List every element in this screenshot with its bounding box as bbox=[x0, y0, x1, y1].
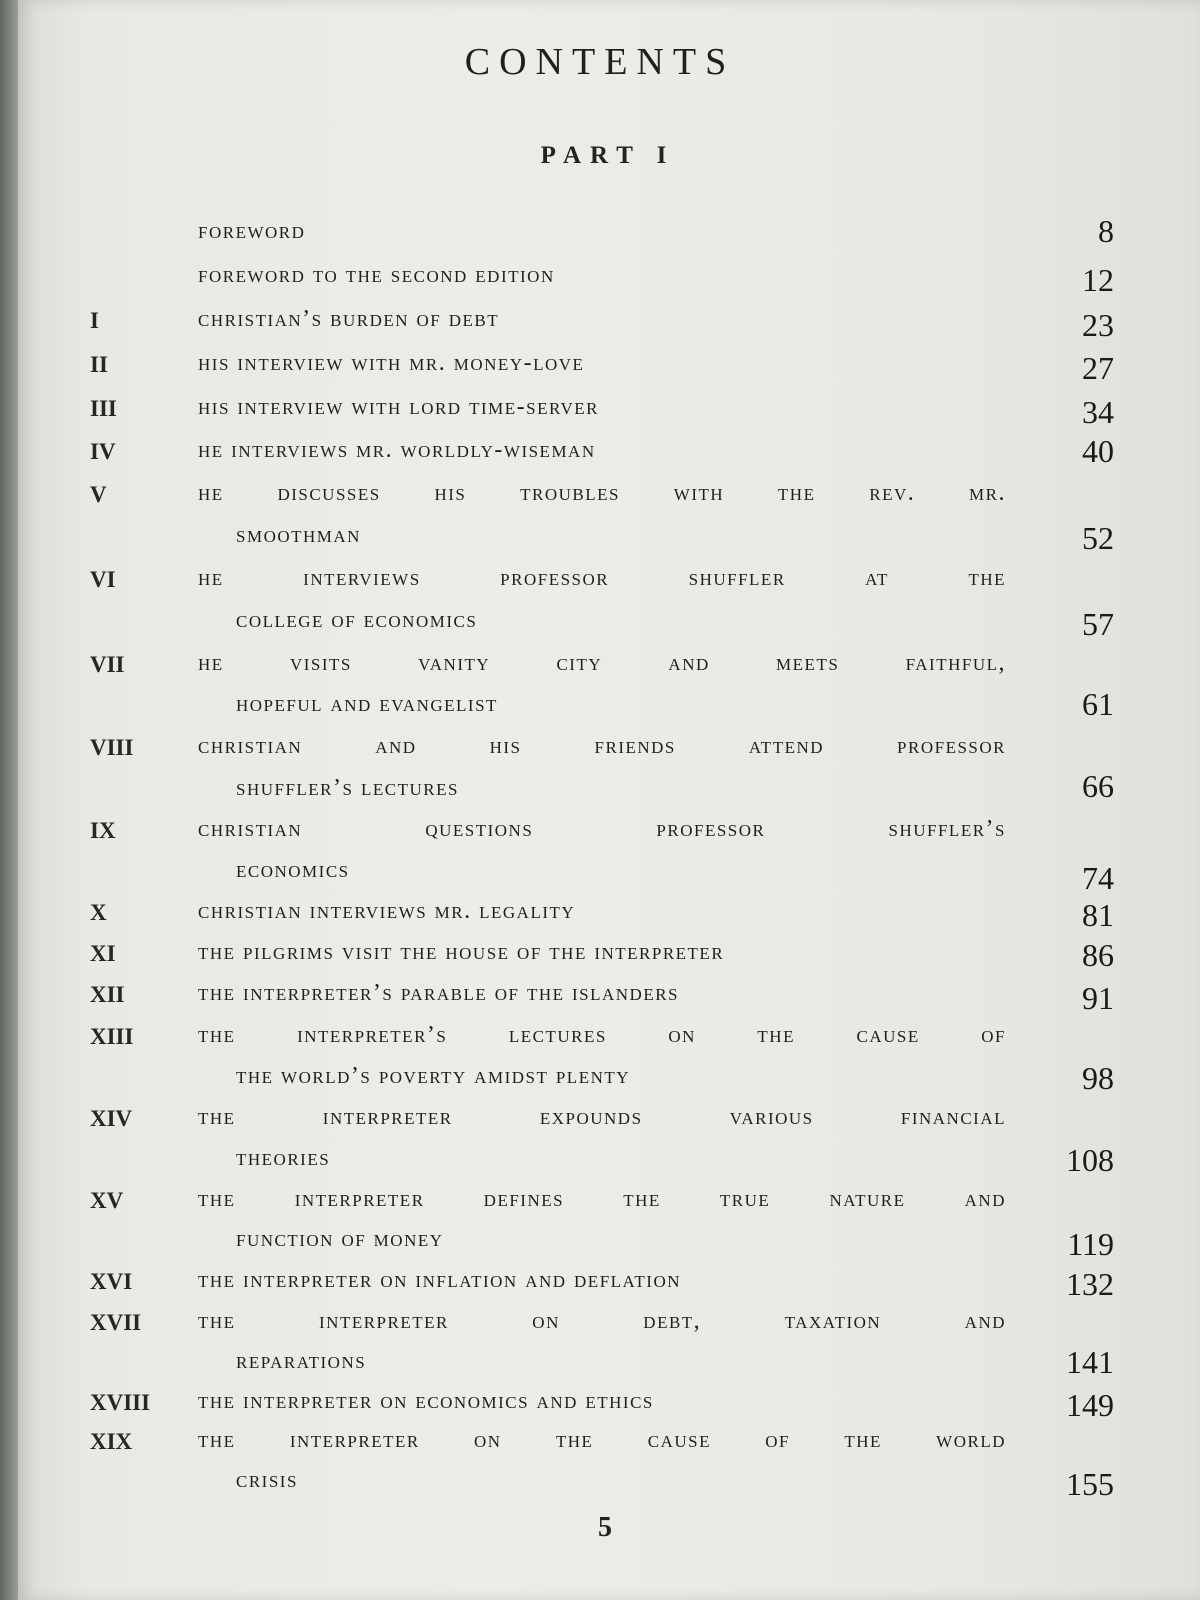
chapter-title: he interviews professor shuffler at the bbox=[198, 565, 1006, 591]
chapter-title: his interview with mr. money-love bbox=[198, 350, 585, 376]
chapter-number: IX bbox=[90, 818, 116, 843]
chapter-title: the interpreter expounds various financial bbox=[198, 1104, 1006, 1130]
page-number: 52 bbox=[1082, 520, 1114, 556]
page-number: 57 bbox=[1082, 606, 1114, 642]
chapter-title-continuation: crisis bbox=[236, 1467, 298, 1493]
chapter-title: foreword bbox=[198, 218, 306, 244]
chapter-title: the interpreter on economics and ethics bbox=[198, 1388, 654, 1414]
chapter-title-continuation: smoothman bbox=[236, 522, 361, 548]
chapter-number: II bbox=[90, 352, 108, 377]
chapter-title: he discusses his troubles with the rev. mr. bbox=[198, 480, 1006, 506]
chapter-title-continuation: reparations bbox=[236, 1348, 367, 1374]
book-spine-shadow bbox=[0, 0, 18, 1600]
page-number: 12 bbox=[1082, 262, 1114, 298]
chapter-number: XIX bbox=[90, 1429, 133, 1454]
chapter-title: christian interviews mr. legality bbox=[198, 898, 576, 924]
chapter-title-continuation: economics bbox=[236, 857, 350, 883]
chapter-title-continuation: function of money bbox=[236, 1226, 444, 1252]
book-page bbox=[18, 0, 1200, 1600]
chapter-title: the interpreter defines the true nature and bbox=[198, 1186, 1006, 1212]
page-number: 27 bbox=[1082, 350, 1114, 386]
chapter-number: III bbox=[90, 396, 117, 421]
chapter-title-continuation: shuffler’s lectures bbox=[236, 775, 459, 801]
chapter-number: XIV bbox=[90, 1106, 133, 1131]
chapter-number: I bbox=[90, 308, 99, 333]
chapter-number: XV bbox=[90, 1188, 124, 1213]
chapter-title: the interpreter on the cause of the world bbox=[198, 1427, 1006, 1453]
chapter-title: foreword to the second edition bbox=[198, 262, 555, 288]
page-number: 98 bbox=[1082, 1060, 1114, 1096]
chapter-number: XIII bbox=[90, 1024, 134, 1049]
chapter-title: the pilgrims visit the house of the interpreter bbox=[198, 939, 725, 965]
chapter-number: XVIII bbox=[90, 1390, 151, 1415]
chapter-number: X bbox=[90, 900, 107, 925]
chapter-title: he visits vanity city and meets faithful, bbox=[198, 650, 1006, 676]
chapter-title-continuation: hopeful and evangelist bbox=[236, 691, 498, 717]
page-number: 66 bbox=[1082, 768, 1114, 804]
chapter-title-continuation: the world’s poverty amidst plenty bbox=[236, 1063, 631, 1089]
chapter-number: XVII bbox=[90, 1310, 142, 1335]
page-number: 86 bbox=[1082, 937, 1114, 973]
chapter-title: christian and his friends attend professor bbox=[198, 733, 1006, 759]
page-number: 91 bbox=[1082, 980, 1114, 1016]
page-number: 40 bbox=[1082, 433, 1114, 469]
chapter-title: the interpreter’s parable of the islanders bbox=[198, 980, 680, 1006]
page-number: 149 bbox=[1066, 1387, 1114, 1423]
chapter-number: XVI bbox=[90, 1269, 133, 1294]
page-number: 81 bbox=[1082, 897, 1114, 933]
chapter-number: V bbox=[90, 482, 107, 507]
page-number: 155 bbox=[1066, 1466, 1114, 1502]
chapter-title: his interview with lord time-server bbox=[198, 394, 599, 420]
page-title: CONTENTS bbox=[464, 41, 736, 83]
chapter-number: IV bbox=[90, 439, 116, 464]
part-heading: PART I bbox=[540, 142, 676, 169]
chapter-title-continuation: college of economics bbox=[236, 607, 478, 633]
chapter-title: he interviews mr. worldly-wiseman bbox=[198, 437, 596, 463]
chapter-title-continuation: theories bbox=[236, 1145, 331, 1171]
chapter-number: VIII bbox=[90, 735, 134, 760]
page-folio-number: 5 bbox=[598, 1512, 612, 1543]
page-number: 23 bbox=[1082, 307, 1114, 343]
chapter-number: XII bbox=[90, 982, 125, 1007]
page-number: 141 bbox=[1066, 1344, 1114, 1380]
chapter-number: VI bbox=[90, 567, 116, 592]
chapter-title: christian’s burden of debt bbox=[198, 306, 500, 332]
chapter-title: christian questions professor shuffler’s bbox=[198, 816, 1006, 842]
chapter-number: VII bbox=[90, 652, 125, 677]
page-number: 74 bbox=[1082, 860, 1114, 896]
page-number: 132 bbox=[1066, 1266, 1114, 1302]
chapter-title: the interpreter’s lectures on the cause of bbox=[198, 1022, 1006, 1048]
chapter-title: the interpreter on inflation and deflation bbox=[198, 1267, 682, 1293]
chapter-number: XI bbox=[90, 941, 116, 966]
page-number: 8 bbox=[1098, 213, 1114, 249]
page-number: 34 bbox=[1082, 394, 1114, 430]
page-number: 108 bbox=[1066, 1142, 1114, 1178]
chapter-title: the interpreter on debt, taxation and bbox=[198, 1308, 1006, 1334]
page-number: 119 bbox=[1067, 1226, 1114, 1262]
page-number: 61 bbox=[1082, 686, 1114, 722]
